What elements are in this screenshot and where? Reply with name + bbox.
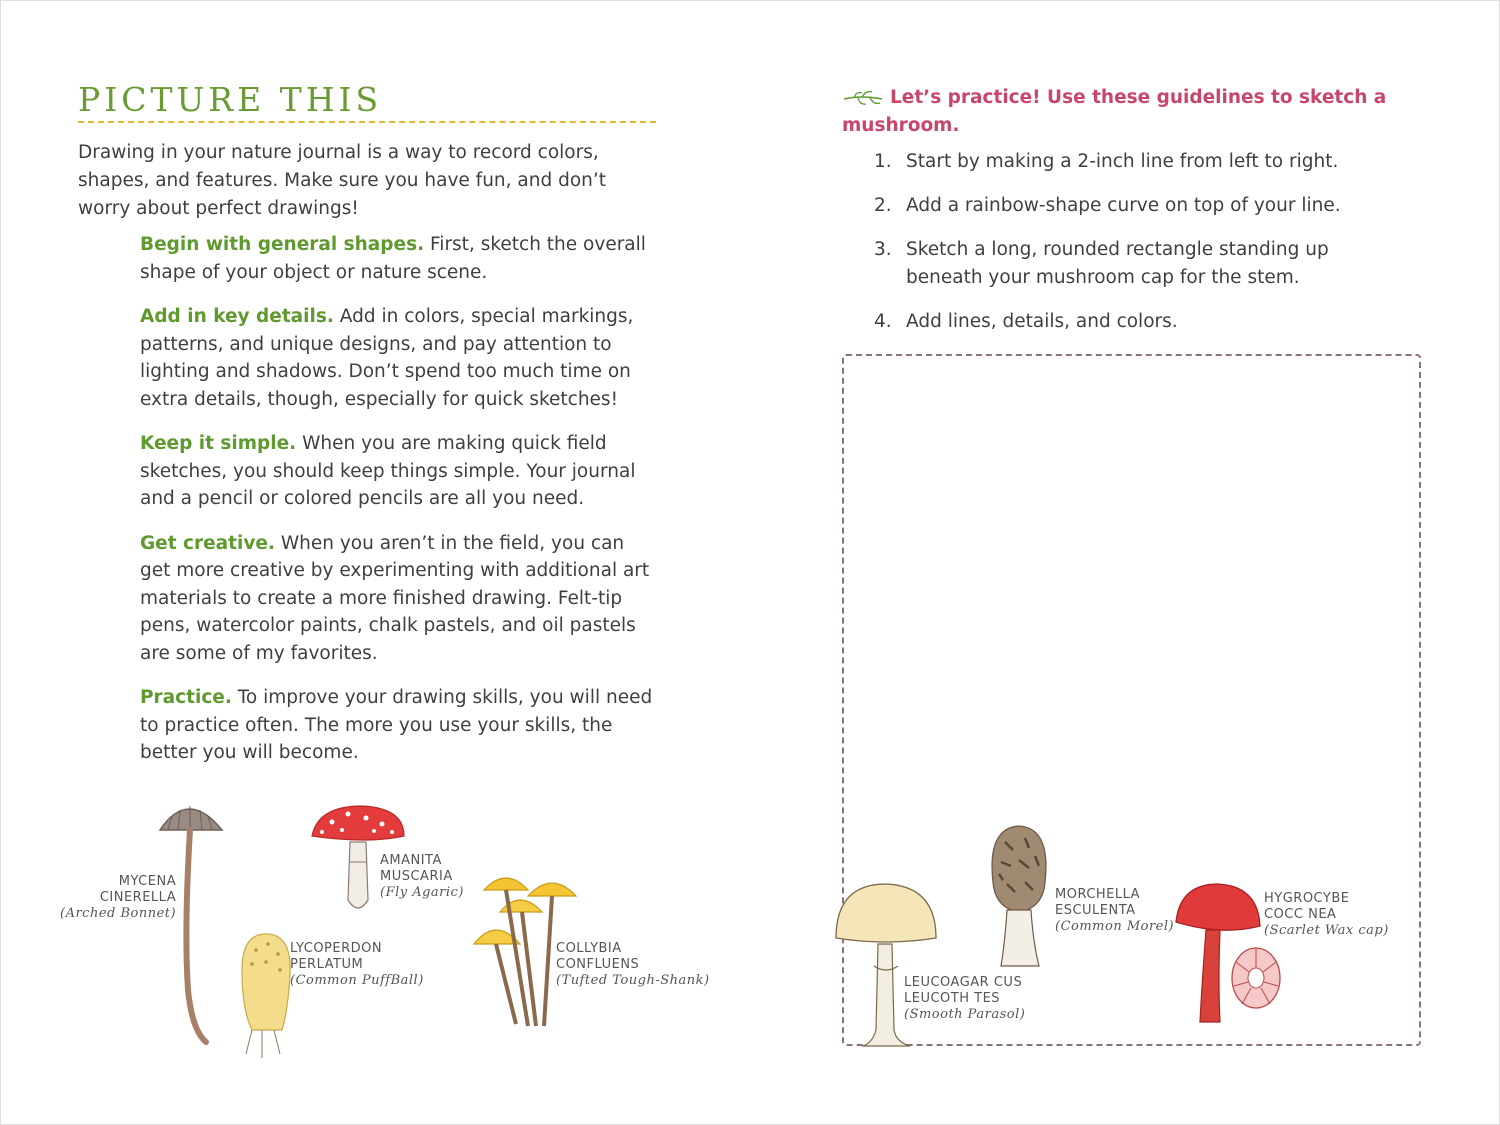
title-underline [78, 121, 656, 123]
common-name: (Arched Bonnet) [60, 906, 177, 921]
mycena-illustration [140, 790, 240, 1055]
latin-name-line: MUSCARIA [380, 869, 453, 884]
common-name: (Common PuffBall) [290, 973, 424, 988]
step-number: 4. [874, 311, 892, 332]
tip-item [140, 231, 660, 286]
tip-body: When you are making quick field sketches, you should keep things simple. Your journal and a pencil or colored pencils are all you need. [140, 433, 636, 509]
step-number: 2. [874, 195, 892, 216]
step-text: Sketch a long, rounded rectangle standing up beneath your mushroom cap for the stem. [906, 239, 1329, 288]
latin-name-line: LEUCOAGAR CUS [904, 975, 1023, 990]
latin-name-line: LYCOPERDON [290, 941, 383, 956]
leucoagaricus-label [904, 975, 1025, 1023]
latin-name-line: COCC NEA [1264, 907, 1337, 922]
tip-lead: Begin with general shapes. [140, 234, 425, 255]
tips-list [140, 231, 660, 767]
step-item [874, 236, 1402, 292]
step-number: 1. [874, 151, 892, 172]
step-text: Start by making a 2-inch line from left to right. [906, 151, 1339, 172]
step-text: Add a rainbow-shape curve on top of your line. [906, 195, 1341, 216]
tip-item [140, 530, 660, 668]
leucoagaricus-illustration [832, 880, 942, 1052]
tip-item [140, 303, 660, 413]
hygrocybe-label [1264, 891, 1389, 939]
step-item [874, 192, 1402, 220]
intro-paragraph: Drawing in your nature journal is a way to record colors, shapes, and features. Make sure you have fun, and don’t worry about perfect drawings! [78, 142, 607, 219]
morchella-label [1055, 887, 1174, 935]
tip-item [140, 430, 660, 513]
right-page [842, 84, 1402, 352]
tip-body: First, sketch the overall shape of your object or nature scene. [140, 234, 646, 283]
tip-body: When you aren’t in the field, you can get more creative by experimenting with additional art materials to create a more finished drawing. Felt-tip pens, watercolor paints, chalk pastels, and oil pastels are some of my favorites. [140, 532, 650, 664]
practice-prompt-text: Let’s practice! Use these guidelines to sketch a mushroom. [842, 87, 1387, 136]
tip-lead: Add in key details. [140, 306, 334, 327]
step-item [874, 148, 1402, 176]
tip-lead: Keep it simple. [140, 433, 297, 454]
morchella-illustration [985, 822, 1055, 972]
latin-name-line: MORCHELLA [1055, 887, 1141, 902]
step-text: Add lines, details, and colors. [906, 311, 1178, 332]
tip-body: To improve your drawing skills, you will need to practice often. The more you use your skills, the better you will become. [140, 687, 653, 763]
latin-name-line: CONFLUENS [556, 957, 640, 972]
steps-list [874, 148, 1402, 336]
lycoperdon-label [290, 941, 424, 989]
common-name: (Smooth Parasol) [904, 1007, 1026, 1022]
tip-item [140, 684, 660, 767]
latin-name-line: ESCULENTA [1055, 903, 1136, 918]
tip-lead: Practice. [140, 687, 232, 708]
practice-prompt [842, 84, 1402, 140]
amanita-label [380, 853, 464, 901]
common-name: (Scarlet Wax cap) [1264, 923, 1389, 938]
mycena-label [60, 874, 176, 922]
left-page [78, 80, 658, 784]
collybia-label [556, 941, 710, 989]
latin-name-line: MYCENA [118, 874, 177, 889]
tip-body: Add in colors, special markings, patterns, and unique designs, and pay attention to lighting and shadows. Don’t spend too much time on extra details, though, especially for quick sketches! [140, 306, 634, 410]
step-number: 3. [874, 239, 892, 260]
latin-name-line: HYGROCYBE [1264, 891, 1350, 906]
latin-name-line: LEUCOTH TES [904, 991, 1001, 1006]
common-name: (Common Morel) [1055, 919, 1175, 934]
latin-name-line: PERLATUM [290, 957, 364, 972]
tip-lead: Get creative. [140, 532, 275, 554]
latin-name-line: CINERELLA [99, 890, 177, 905]
common-name: (Fly Agaric) [380, 885, 464, 900]
page-title: PICTURE THIS [78, 80, 383, 119]
common-name: (Tufted Tough-Shank) [556, 973, 710, 988]
latin-name-line: COLLYBIA [556, 941, 622, 956]
sprig-icon [842, 89, 884, 107]
step-item [874, 308, 1402, 336]
latin-name-line: AMANITA [380, 853, 442, 868]
